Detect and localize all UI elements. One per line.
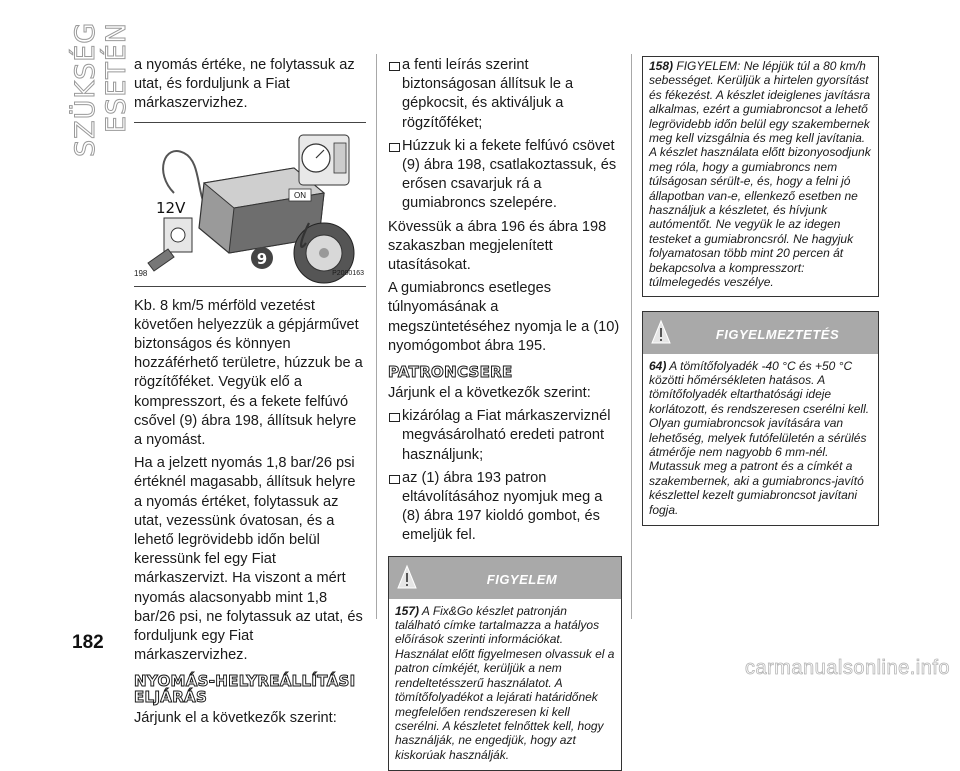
paragraph: Kb. 8 km/5 mérföld vezetést követően helyezzük a gépjárművet biztonságos és könnyen hozzáférhető területre, húzzuk be a rögzítőféket. Vegyük elő a kompresszort, és a fekete felfúvó csővel (9) ábra 198, állítsuk helyre a nyomást. xyxy=(134,297,363,449)
column-divider xyxy=(376,54,377,619)
callout-9: 9 xyxy=(256,249,268,268)
column-3 xyxy=(642,56,879,526)
paragraph: Járjunk el a következők szerint: xyxy=(388,385,591,402)
page-number: 182 xyxy=(72,632,104,653)
section-side-title: SZÜKSÉG ESETÉN xyxy=(70,22,132,158)
warning-title: FIGYELEM xyxy=(486,571,558,587)
warning-body xyxy=(389,599,621,770)
figure-code: P2000163 xyxy=(332,270,364,278)
warning-text: A Fix&Go készlet patronján található címke tartalmazza a hatályos előírások szerinti információkat. Használat előtt figyelmesen olvassuk el a patron címkéjét, kerüljük a nem rendeltetésszerű használatot. A tömítőfolyadékot a lejárati határidőnek megfelelően rendszeresen ki kell cserélni. A készletet felnőttek kell, hogy használják, ne engedjük, hogy azt kiskorúak használják. xyxy=(395,603,615,762)
warning-triangle-icon xyxy=(397,564,417,590)
compressor-illustration xyxy=(134,123,366,288)
section-heading-cartridge-replacement: PATRONCSERE xyxy=(388,363,513,382)
paragraph: Ha a jelzett nyomás 1,8 bar/26 psi értéknél magasabb, állítsuk helyre a nyomás értéket, folytassuk az utat, vezessünk óvatosan, és a lehető legrövidebb időn belül keressünk fel egy Fiat márkaszervizt. Ha viszont a mért nyomás alacsonyabb mint 1,8 bar/26 psi, ne folytassuk az utat, és forduljunk egy Fiat márkaszervizhez. xyxy=(134,455,363,664)
column-1 xyxy=(134,56,366,733)
note-box xyxy=(642,56,879,297)
warning-box xyxy=(388,556,622,771)
bullet-item: kizárólag a Fiat márkaszerviznél megvásárolható eredeti patront használjunk; xyxy=(388,407,622,465)
figure-198 xyxy=(134,122,366,287)
12v-label: 12V xyxy=(156,198,186,217)
note-number: 158) xyxy=(649,59,674,73)
caution-text: A tömítőfolyadék -40 °C és +50 °C közötti hőmérsékleten hatásos. A tömítőfolyadék eltarthatósági ideje korlátozott, és rendszeresen cserélni kell. Olyan gumiabroncsok javítására van lehetőség, melyek futófelületén a sérülés átmérője nem nagyobb 6 mm-nél. Mutassuk meg a patront és a címkét a szakembernek, aki a gumiabroncs-javító készlettel kezelt gumiabroncsot javítani fogja. xyxy=(649,358,870,517)
caution-number: 64) xyxy=(649,358,667,373)
section-heading-pressure-restore: NYOMÁS-HELYREÁLLÍTÁSI ELJÁRÁS xyxy=(134,672,356,707)
caution-title: FIGYELMEZTETÉS xyxy=(715,326,840,342)
paragraph: Kövessük a ábra 196 és ábra 198 szakaszban megjelenített utasításokat. xyxy=(388,218,607,274)
paragraph: Járjunk el a következők szerint: xyxy=(134,710,337,727)
caution-header xyxy=(643,312,878,354)
intro-paragraph: a nyomás értéke, ne folytassuk az utat, és forduljunk a Fiat márkaszervizhez. xyxy=(134,57,355,112)
note-text: FIGYELEM: Ne lépjük túl a 80 km/h sebességet. Kerüljük a hirtelen gyorsítást és fékezést. A készlet ideiglenes javításra alkalmas, ezért a gumiabroncsot a lehető legrövidebb időn belül egy szakembernek meg kell vizsgálnia és meg kell javítania. A készlet használata előtt bizonyosodjunk meg róla, hogy a gumiabroncs nem túlságosan sérült-e, és, hogy a felni jó állapotban van-e, ellenkező esetben ne használjuk a készletet, és hívjunk autómentőt. Ne vegyük le az idegen testeket a gumiabroncsról. Ne hagyjuk folyamatosan több mint 20 percen át bekapcsolva a kompresszort: túlmelegedés veszélye. xyxy=(649,59,871,290)
column-divider xyxy=(631,54,632,619)
figure-number: 198 xyxy=(134,269,148,279)
watermark: carmanualsonline.info xyxy=(744,657,950,679)
caution-box xyxy=(642,311,879,526)
on-label: ON xyxy=(294,190,306,200)
bullet-item: a fenti leírás szerint biztonságosan állítsuk le a gépkocsit, és aktiváljuk a rögzítőféket; xyxy=(388,56,622,133)
column-2 xyxy=(388,56,622,771)
paragraph: A gumiabroncs esetleges túlnyomásának a megszüntetéséhez nyomja le a (10) nyomógombot ábra 195. xyxy=(388,280,620,354)
caution-body xyxy=(643,354,878,525)
warning-triangle-icon xyxy=(651,319,671,345)
bullet-item: Húzzuk ki a fekete felfúvó csövet (9) ábra 198, csatlakoztassuk, és erősen csavarjuk rá a gumiabroncs szelepére. xyxy=(388,137,622,214)
warning-number: 157) xyxy=(395,603,420,618)
bullet-item: az (1) ábra 193 patron eltávolításához nyomjuk meg a (8) ábra 197 kioldó gombot, és emeljük fel. xyxy=(388,469,622,546)
warning-header xyxy=(389,557,621,599)
